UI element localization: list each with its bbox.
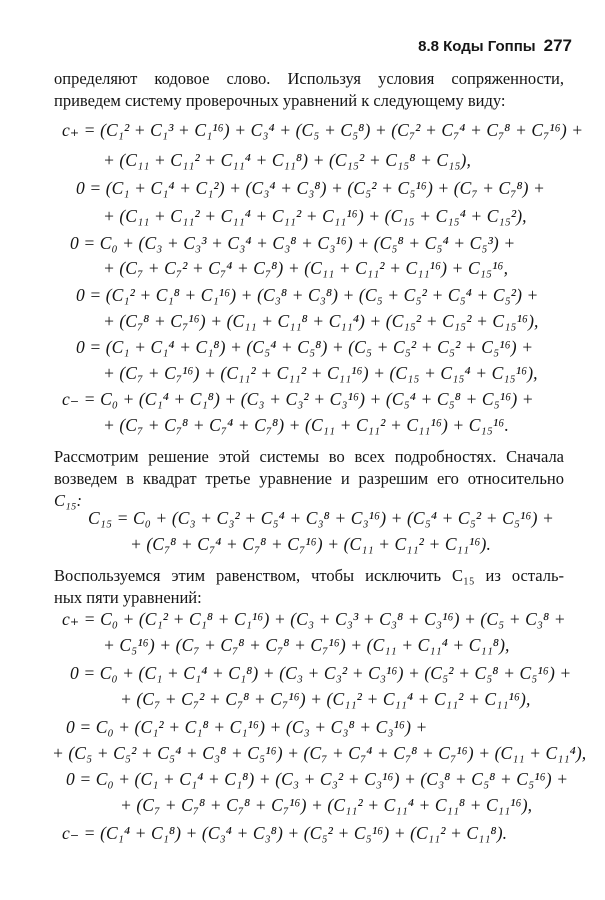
running-header xyxy=(60,36,572,58)
sys2-c-plus-line-1: c₊ = C₀ + (C₁² + C₁⁸ + C₁¹⁶) + (C₃ + C₃³ + C₃⁸ + C₃¹⁶) + (C₅ + C₃⁸ + xyxy=(62,609,566,629)
sys1-c-minus-line-1: c₋ = C₀ + (C₁⁴ + C₁⁸) + (C₃ + C₃² + C₃¹⁶) + (C₅⁴ + C₅⁸ + C₅¹⁶) + xyxy=(62,389,534,409)
sys1-eq5-line-1: 0 = (C₁ + C₁⁴ + C₁⁸) + (C₅⁴ + C₅⁸) + (C₅ + C₅² + C₅² + C₅¹⁶) + xyxy=(76,337,534,357)
sys2-eq2-line-1: 0 = C₀ + (C₁ + C₁⁴ + C₁⁸) + (C₃ + C₃² + C₃¹⁶) + (C₅² + C₅⁸ + C₅¹⁶) + xyxy=(70,663,572,683)
sys2-eq3-line-2: + (C₅ + C₅² + C₅⁴ + C₃⁸ + C₅¹⁶) + (C₇ + C₇⁴ + C₇⁸ + C₇¹⁶) + (C₁₁ + C₁₁⁴), xyxy=(52,743,587,763)
sys1-c-minus-line-2: + (C₇ + C₇⁸ + C₇⁴ + C₇⁸) + (C₁₁ + C₁₁² + C₁₁¹⁶) + C₁₅¹⁶. xyxy=(103,415,509,435)
sys2-eq4-line-1: 0 = C₀ + (C₁ + C₁⁴ + C₁⁸) + (C₃ + C₃² + C₃¹⁶) + (C₃⁸ + C₅⁸ + C₅¹⁶) + xyxy=(66,769,569,789)
sys2-eq4-line-2: + (C₇ + C₇⁸ + C₇⁸ + C₇¹⁶) + (C₁₁² + C₁₁⁴ + C₁₁⁸ + C₁₁¹⁶), xyxy=(120,795,533,815)
sys1-eq4-line-2: + (C₇⁸ + C₇¹⁶) + (C₁₁ + C₁₁⁸ + C₁₁⁴) + (C₁₅² + C₁₅² + C₁₅¹⁶), xyxy=(103,311,539,331)
sys2-c-plus-line-2: + C₅¹⁶) + (C₇ + C₇⁸ + C₇⁸ + C₇¹⁶) + (C₁₁ + C₁₁⁴ + C₁₁⁸), xyxy=(103,635,510,655)
para3-line-1: Воспользуемся этим равенством, чтобы исключить C₁₅ из осталь- xyxy=(54,566,564,585)
sys1-eq3-line-2: + (C₇ + C₇² + C₇⁴ + C₇⁸) + (C₁₁ + C₁₁² + C₁₁¹⁶) + C₁₅¹⁶, xyxy=(103,258,509,278)
section-title: 8.8 Коды Гоппы xyxy=(418,38,536,55)
intro-line-2: приведем систему проверочных уравнений к следующему виду: xyxy=(54,91,506,110)
sys1-eq5-line-2: + (C₇ + C₇¹⁶) + (C₁₁² + C₁₁² + C₁₁¹⁶) + (C₁₅ + C₁₅⁴ + C₁₅¹⁶), xyxy=(103,363,538,383)
sys1-eq2-line-2: + (C₁₁ + C₁₁² + C₁₁⁴ + C₁₁² + C₁₁¹⁶) + (C₁₅ + C₁₅⁴ + C₁₅²), xyxy=(103,206,527,226)
paragraph-3 xyxy=(54,565,564,609)
sys1-c-plus-line-1: c₊ = (C₁² + C₁³ + C₁¹⁶) + C₃⁴ + (C₅ + C₅⁸) + (C₇² + C₇⁴ + C₇⁸ + C₇¹⁶) + xyxy=(62,120,584,140)
sys2-c-minus-line: c₋ = (C₁⁴ + C₁⁸) + (C₃⁴ + C₃⁸) + (C₅² + C₅¹⁶) + (C₁₁² + C₁₁⁸). xyxy=(62,823,508,843)
sys2-eq2-line-2: + (C₇ + C₇² + C₇⁸ + C₇¹⁶) + (C₁₁² + C₁₁⁴ + C₁₁² + C₁₁¹⁶), xyxy=(120,689,531,709)
para2-line-1: Рассмотрим решение этой системы во всех подробностях. Сначала xyxy=(54,447,564,466)
para3-line-2: ных пяти уравнений: xyxy=(54,588,202,607)
sys1-eq4-line-1: 0 = (C₁² + C₁⁸ + C₁¹⁶) + (C₃⁸ + C₃⁸) + (C₅ + C₅² + C₅⁴ + C₅²) + xyxy=(76,285,539,305)
c15-eq-line-2: + (C₇⁸ + C₇⁴ + C₇⁸ + C₇¹⁶) + (C₁₁ + C₁₁² + C₁₁¹⁶). xyxy=(130,534,491,554)
intro-paragraph xyxy=(54,68,564,112)
page-number: 277 xyxy=(543,36,572,55)
sys2-eq3-line-1: 0 = C₀ + (C₁² + C₁⁸ + C₁¹⁶) + (C₃ + C₃⁸ + C₃¹⁶) + xyxy=(66,717,428,737)
c15-eq-line-1: C₁₅ = C₀ + (C₃ + C₃² + C₅⁴ + C₃⁸ + C₃¹⁶) + (C₅⁴ + C₅² + C₅¹⁶) + xyxy=(88,508,554,528)
intro-line-1: определяют кодовое слово. Используя условия сопряженности, xyxy=(54,69,564,88)
para2-line-3: C₁₅: xyxy=(54,491,82,510)
header-text xyxy=(418,36,572,56)
sys1-c-plus-line-2: + (C₁₁ + C₁₁² + C₁₁⁴ + C₁₁⁸) + (C₁₅² + C₁₅⁸ + C₁₅), xyxy=(103,150,471,170)
para2-line-2: возведем в квадрат третье уравнение и разрешим его относительно xyxy=(54,469,564,488)
sys1-eq2-line-1: 0 = (C₁ + C₁⁴ + C₁²) + (C₃⁴ + C₃⁸) + (C₅² + C₅¹⁶) + (C₇ + C₇⁸) + xyxy=(76,178,545,198)
sys1-eq3-line-1: 0 = C₀ + (C₃ + C₃³ + C₃⁴ + C₃⁸ + C₃¹⁶) + (C₅⁸ + C₅⁴ + C₅³) + xyxy=(70,233,516,253)
